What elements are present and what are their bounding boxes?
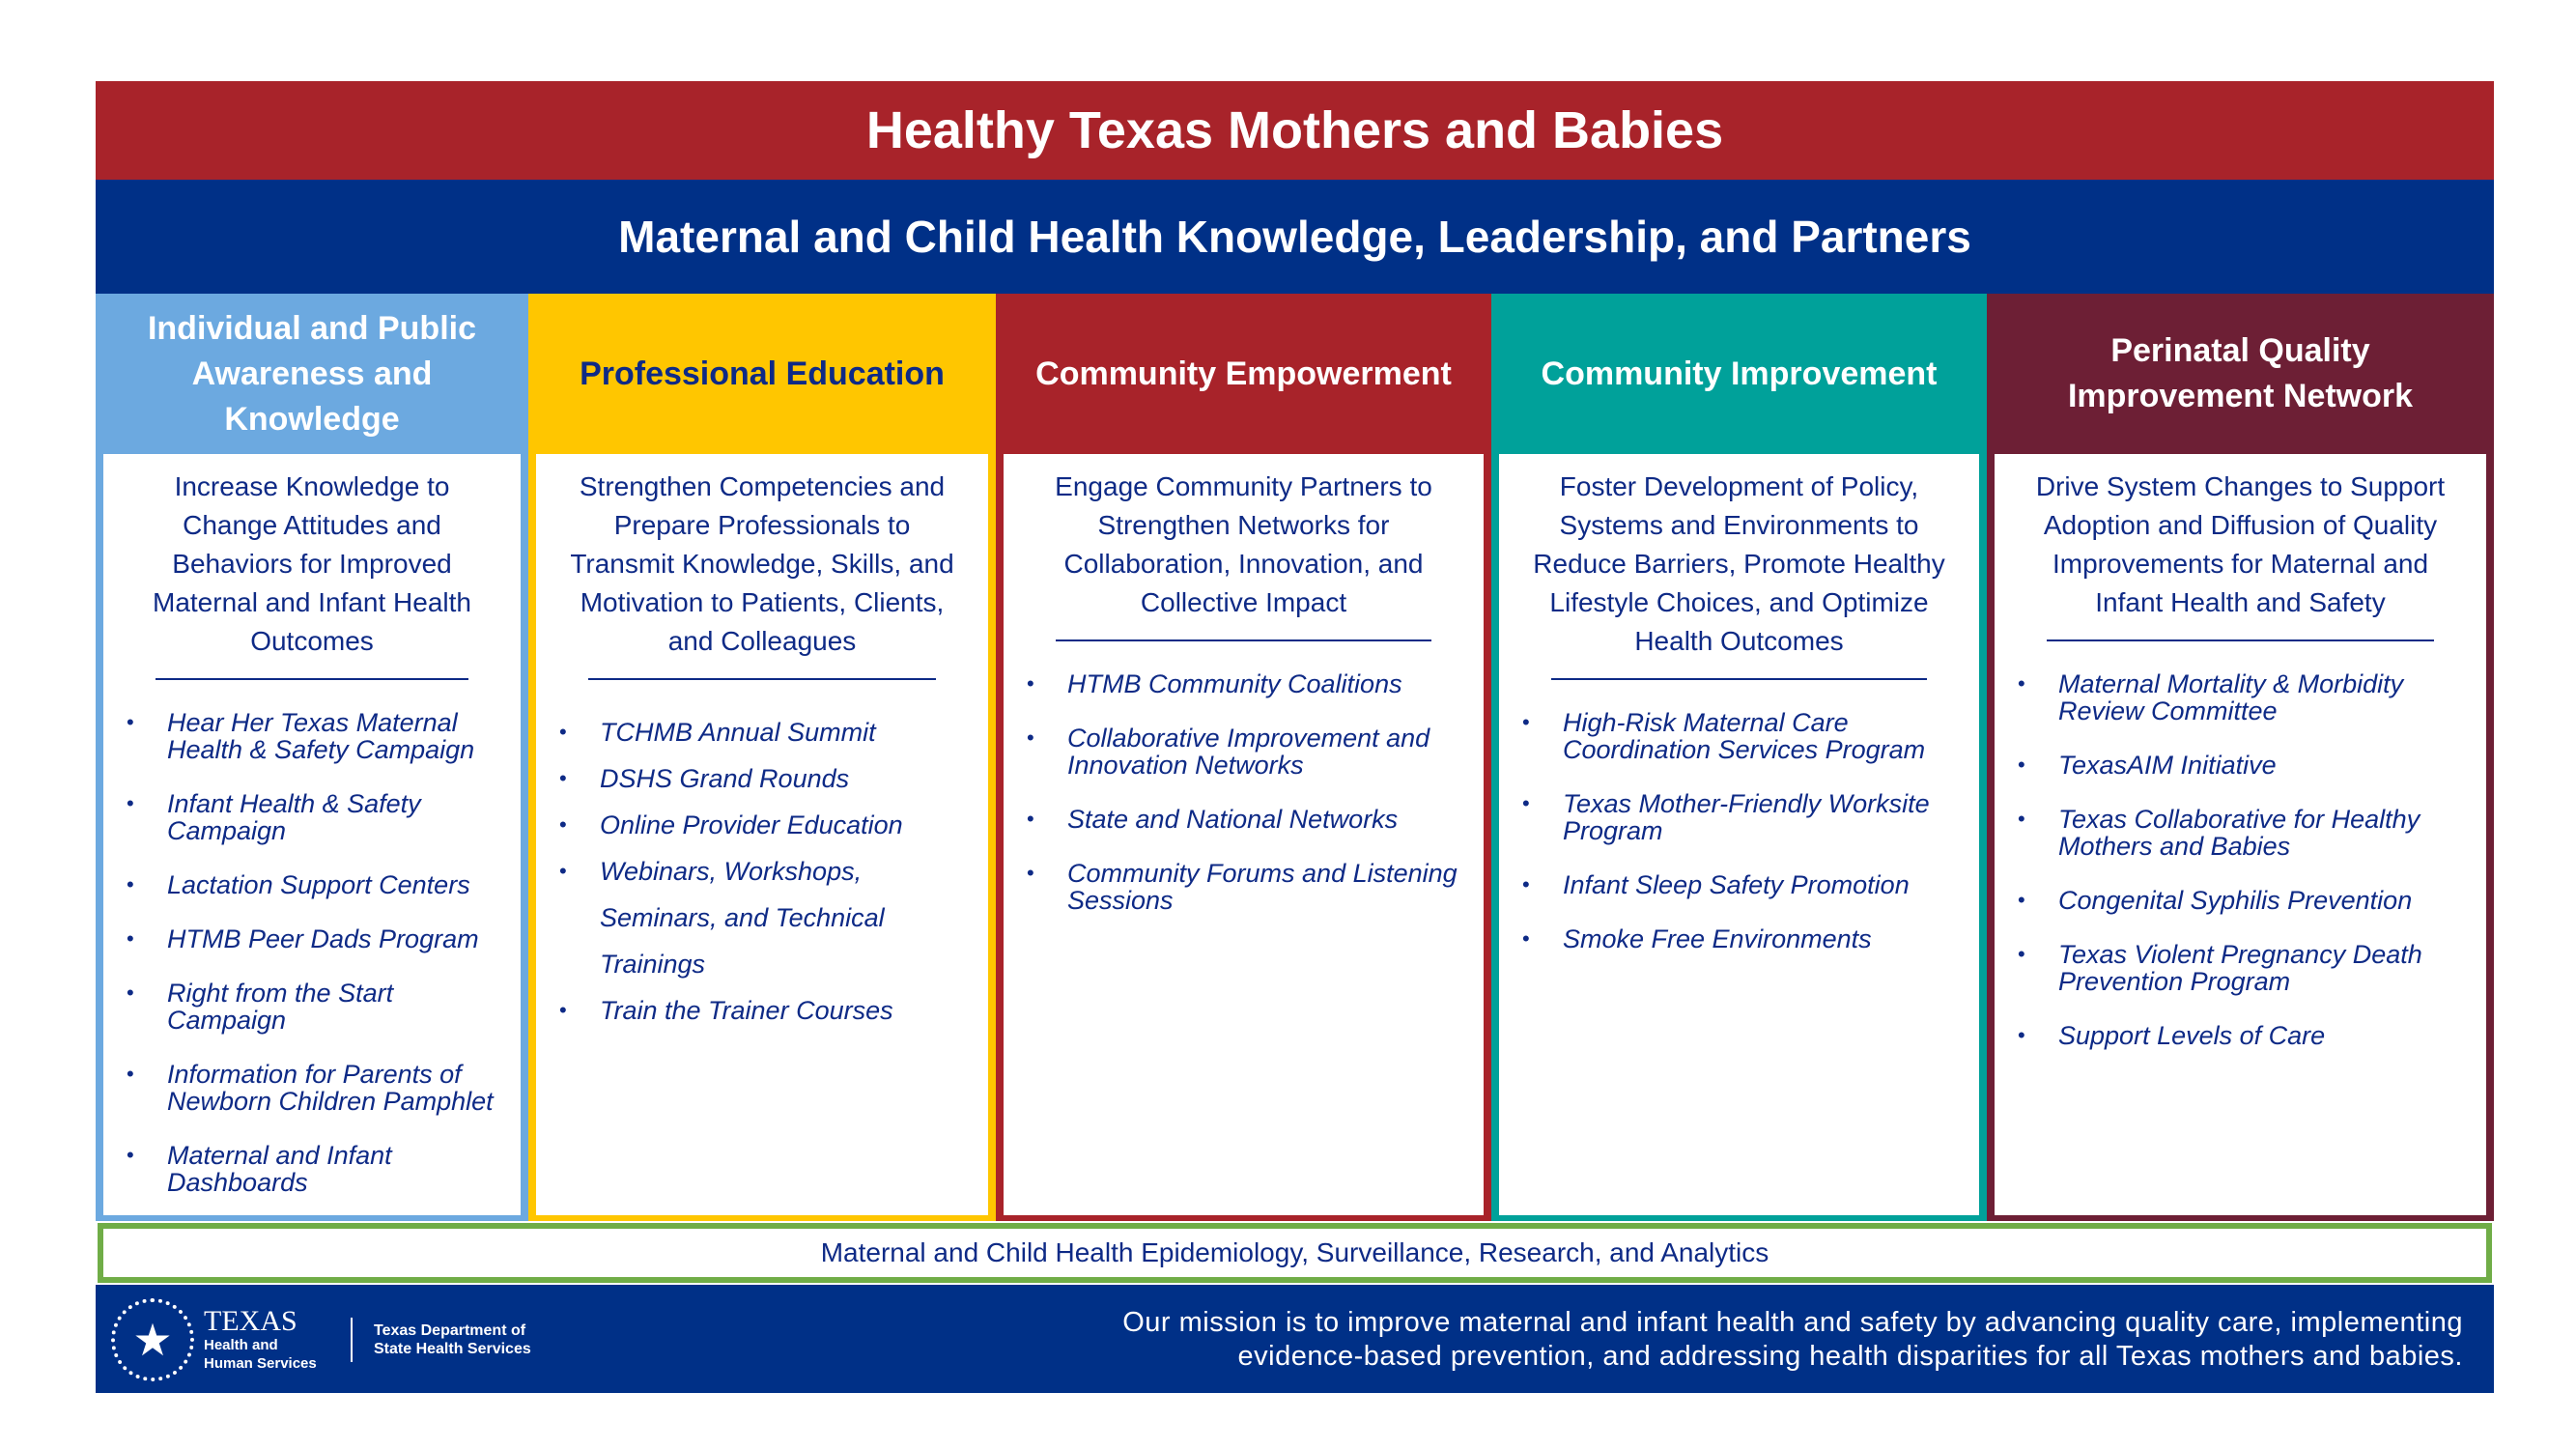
- column-body: [103, 454, 521, 1215]
- bullet-icon: •: [1027, 671, 1034, 696]
- bullet-icon: •: [1027, 807, 1034, 831]
- column-2: [528, 294, 996, 1221]
- program-name: State and National Networks: [1067, 805, 1399, 834]
- column-1: [96, 294, 528, 1221]
- program-name: Hear Her Texas Maternal Health & Safety Campaign: [167, 708, 475, 764]
- column-body: [1004, 454, 1484, 1215]
- program-name: Texas Violent Pregnancy Death Prevention Program: [2058, 940, 2422, 996]
- list-item: [2018, 752, 2473, 779]
- bullet-icon: •: [2018, 888, 2025, 912]
- divider: [1551, 678, 1927, 680]
- program-list: [2008, 670, 2473, 1049]
- list-item: [559, 709, 975, 755]
- texas-seal-icon: ★: [111, 1298, 194, 1381]
- list-item: [1027, 724, 1470, 779]
- program-name: Infant Health & Safety Campaign: [167, 789, 421, 845]
- bullet-icon: •: [1027, 725, 1034, 750]
- bullet-icon: •: [2018, 942, 2025, 966]
- bullet-icon: •: [127, 1062, 134, 1086]
- page-subtitle: Maternal and Child Health Knowledge, Leadership, and Partners: [96, 180, 2494, 294]
- bullet-icon: •: [1522, 872, 1530, 896]
- bullet-icon: •: [127, 980, 134, 1005]
- list-item: [127, 1061, 507, 1115]
- list-item: [127, 980, 507, 1034]
- bullet-icon: •: [2018, 807, 2025, 831]
- page-title: Healthy Texas Mothers and Babies: [96, 81, 2494, 180]
- list-item: [2018, 806, 2473, 860]
- program-name: Online Provider Education: [600, 810, 903, 839]
- column-goal: Drive System Changes to Support Adoption and Diffusion of Quality Improvements for Maternal and Infant Health and Safety: [2035, 471, 2446, 617]
- bullet-icon: •: [2018, 753, 2025, 777]
- program-name: Train the Trainer Courses: [600, 996, 893, 1025]
- program-name: Smoke Free Environments: [1563, 924, 1872, 953]
- hhs-logo: [111, 1298, 567, 1381]
- column-heading: Perinatal Quality Improvement Network: [2067, 332, 2414, 414]
- list-item: [1522, 709, 1966, 763]
- divider: [588, 678, 936, 680]
- list-item: [559, 802, 975, 848]
- column-body: [1995, 454, 2486, 1215]
- program-name: HTMB Community Coalitions: [1067, 669, 1402, 698]
- program-name: Congenital Syphilis Prevention: [2058, 886, 2413, 915]
- program-name: TexasAIM Initiative: [2058, 751, 2277, 780]
- program-name: HTMB Peer Dads Program: [167, 924, 479, 953]
- program-name: Maternal Mortality & Morbidity Review Committee: [2058, 669, 2404, 725]
- program-name: DSHS Grand Rounds: [600, 764, 850, 793]
- column-body: [1499, 454, 1979, 1215]
- program-name: Texas Collaborative for Healthy Mothers and Babies: [2058, 805, 2420, 861]
- list-item: [2018, 887, 2473, 914]
- bullet-icon: •: [2018, 1023, 2025, 1047]
- list-item: [1522, 925, 1966, 952]
- program-name: Collaborative Improvement and Innovation Networks: [1067, 724, 1430, 780]
- bullet-icon: •: [1027, 861, 1034, 885]
- column-heading: Community Improvement: [1541, 355, 1938, 392]
- list-item: [127, 709, 507, 763]
- bullet-icon: •: [559, 720, 567, 744]
- list-item: [127, 871, 507, 898]
- bullet-icon: •: [127, 926, 134, 951]
- bullet-icon: •: [127, 872, 134, 896]
- logo-dshs: Texas Department of State Health Services: [374, 1322, 531, 1357]
- program-list: [550, 709, 975, 1034]
- program-name: Information for Parents of Newborn Children Pamphlet: [167, 1060, 494, 1116]
- divider: [1056, 639, 1431, 641]
- column-4: [1491, 294, 1987, 1221]
- bullet-icon: •: [127, 791, 134, 815]
- logo-hhs: Health and Human Services: [204, 1337, 317, 1372]
- bullet-icon: •: [559, 812, 567, 837]
- list-item: [1027, 806, 1470, 833]
- list-item: [1027, 670, 1470, 697]
- list-item: [2018, 670, 2473, 724]
- divider: [156, 678, 468, 680]
- list-item: [559, 987, 975, 1034]
- mission-statement: Our mission is to improve maternal and infant health and safety by advancing quality care, implementing evidence-based prevention, and addressing health disparities for all Texas mothers and babies.: [1122, 1307, 2463, 1372]
- logo-divider: [351, 1318, 353, 1362]
- bullet-icon: •: [1522, 710, 1530, 734]
- column-goal: Strengthen Competencies and Prepare Professionals to Transmit Knowledge, Skills, and Motivation to Patients, Clients, and Colleagues: [570, 471, 954, 656]
- column-5: [1987, 294, 2494, 1221]
- bullet-icon: •: [559, 766, 567, 790]
- column-heading: Community Empowerment: [1035, 355, 1452, 392]
- list-item: [559, 848, 975, 987]
- program-name: Texas Mother-Friendly Worksite Program: [1563, 789, 1930, 845]
- bullet-icon: •: [127, 710, 134, 734]
- column-heading: Professional Education: [580, 355, 945, 392]
- column-3: [996, 294, 1491, 1221]
- program-list: [1017, 670, 1470, 914]
- list-item: [127, 790, 507, 844]
- column-goal: Engage Community Partners to Strengthen Networks for Collaboration, Innovation, and Collective Impact: [1055, 471, 1432, 617]
- bullet-icon: •: [127, 1143, 134, 1167]
- bullet-icon: •: [559, 998, 567, 1022]
- program-name: Right from the Start Campaign: [167, 979, 394, 1035]
- program-name: Infant Sleep Safety Promotion: [1563, 870, 1910, 899]
- column-heading: Individual and Public Awareness and Knowledge: [147, 309, 477, 438]
- column-body: [536, 454, 988, 1215]
- program-name: High-Risk Maternal Care Coordination Services Program: [1563, 708, 1926, 764]
- program-list: [1513, 709, 1966, 952]
- list-item: [1027, 860, 1470, 914]
- epidemiology-bar: Maternal and Child Health Epidemiology, Surveillance, Research, and Analytics: [98, 1223, 2492, 1283]
- list-item: [1522, 871, 1966, 898]
- program-name: Webinars, Workshops, Seminars, and Technical Trainings: [600, 857, 885, 979]
- program-list: [117, 709, 507, 1196]
- list-item: [2018, 1022, 2473, 1049]
- program-name: Support Levels of Care: [2058, 1021, 2326, 1050]
- list-item: [127, 925, 507, 952]
- program-name: Community Forums and Listening Sessions: [1067, 859, 1458, 915]
- program-name: Maternal and Infant Dashboards: [167, 1141, 392, 1197]
- list-item: [2018, 941, 2473, 995]
- bullet-icon: •: [559, 859, 567, 883]
- bullet-icon: •: [1522, 926, 1530, 951]
- list-item: [1522, 790, 1966, 844]
- divider: [2047, 639, 2434, 641]
- logo-texas: TEXAS: [204, 1305, 297, 1337]
- program-name: TCHMB Annual Summit: [600, 718, 876, 747]
- column-goal: Foster Development of Policy, Systems and Environments to Reduce Barriers, Promote Healthy Lifestyle Choices, and Optimize Health Outcomes: [1533, 471, 1945, 656]
- program-name: Lactation Support Centers: [167, 870, 470, 899]
- bullet-icon: •: [2018, 671, 2025, 696]
- bullet-icon: •: [1522, 791, 1530, 815]
- list-item: [127, 1142, 507, 1196]
- footer: [96, 1285, 2494, 1393]
- list-item: [559, 755, 975, 802]
- column-goal: Increase Knowledge to Change Attitudes and Behaviors for Improved Maternal and Infant Health Outcomes: [153, 471, 471, 656]
